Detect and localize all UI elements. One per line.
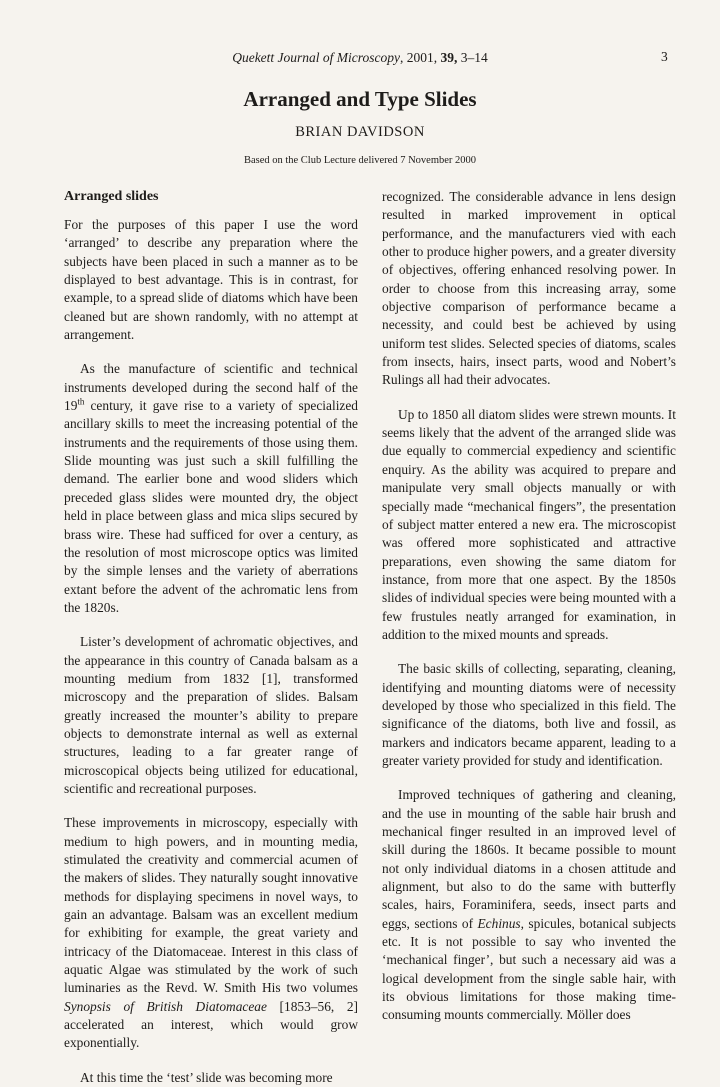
right-column <box>382 188 676 1025</box>
page-number: 3 <box>661 49 668 64</box>
paragraph: Improved techniques of gathering and cleaning, and the use in mounting of the sable hair brush and mechanical finger resulted in an improved level of skill during the 1860s. It became possible to mount not only individual diatoms in a chosen attitude and alignment, but also to do the same with butterfly scales, hairs, Foraminifera, seeds, insect parts and eggs, sections of Echinus, spicules, botanical subjects etc. It is not possible to say who invented the ‘mechanical finger’, but such a necessary aid was a logical development from the single sable hair, with its obvious limitations for those making time-consuming mounts commercially. Möller does <box>382 787 676 1023</box>
paragraph: The basic skills of collecting, separating, cleaning, identifying and mounting diatoms were of necessity developed by those who specialized in this field. The significance of the diatoms, both live and fossil, as markers and indicators became apparent, leading to a greater variety provided for study and identification. <box>382 661 676 768</box>
paragraph: Up to 1850 all diatom slides were strewn mounts. It seems likely that the advent of the arranged slide was due equally to commercial expediency and scientific enquiry. As the ability was acquired to prepare and manipulate very small objects manually or with specially made “mechanical fingers”, the presentation of subject matter entered a new era. The microscopist was offered more sophisticated and attractive preparations, even showing the same diatom for instance, from more that one aspect. By the 1850s slides of individual species were being mounted with a few frustules neatly arranged for examination, in addition to the mixed mounts and spreads. <box>382 406 676 642</box>
section-heading: Arranged slides <box>64 189 159 204</box>
paragraph: Lister’s development of achromatic objectives, and the appearance in this country of Canada balsam as a mounting medium from 1832 [1], transformed microscopy and the preparation of slides. Balsam greatly increased the mounter’s ability to prepare objects to demonstrate internal as well as external structures, leading to a far greater range of microscopical objects being utilized for educational, scientific and recreational purposes. <box>64 634 358 796</box>
journal-pages: 3–14 <box>460 50 488 65</box>
paragraph: For the purposes of this paper I use the word ‘arranged’ to describe any preparation where the subjects have been placed in such a manner as to be displayed to best advantage. This is in contrast, for example, to a spread slide of diatoms which have been cleaned but are shown randomly, with no attempt at arrangement. <box>64 217 358 343</box>
paragraph: As the manufacture of scientific and technical instruments developed during the second half of the 19th century, it gave rise to a variety of specialized ancillary skills to meet the increasing potential of the instruments and the requirements of those using them. Slide mounting was just such a skill fulfilling the demand. The earlier bone and wood sliders which preceded glass slides were mounted dry, the object held in place between glass and mica slips secured by brass wire. These had sufficed for over a century, as the resolution of most microscope optics was limited by the simple lenses and the variety of aberrations extant before the advent of the achromatic lens from the 1820s. <box>64 361 358 615</box>
paragraph: At this time the ‘test’ slide was becoming more <box>80 1069 333 1085</box>
running-head: Quekett Journal of Microscopy, 2001, 39, 3–14 <box>232 50 488 65</box>
lecture-note: Based on the Club Lecture delivered 7 November 2000 <box>243 155 477 166</box>
paragraph: These improvements in microscopy, especially with medium to high powers, and in mounting media, stimulated the creativity and commercial acumen of the makers of slides. They naturally sought innovative methods for displaying specimens in novel ways, to gain an advantage. Balsam was an excellent medium for exhibiting for example, the great variety and intricacy of the Diatomaceae. Interest in this class of aquatic Algae was stimulated by the work of such luminaries as the Revd. W. Smith His two volumes Synopsis of British Diatomaceae [1853–56, 2] accelerated an interest, which would grow exponentially. <box>64 815 358 1051</box>
author-name: BRIAN DAVIDSON <box>295 124 425 140</box>
left-column <box>64 188 358 1087</box>
journal-name: Quekett Journal of Microscopy <box>232 50 401 65</box>
journal-volume: 39, <box>440 50 458 65</box>
paragraph: recognized. The considerable advance in lens design resulted in marked improvement in optical performance, and the manufacturers vied with each other to produce higher powers, and a greater diversity of objectives, offering enhanced resolving power. In order to choose from this increasing array, some objective comparison of performance became a necessity, and could best be achieved by using uniform test slides. Selected species of diatoms, scales from insects, hairs, insect parts, wood and Nobert’s Rulings all had their advocates. <box>382 189 676 388</box>
journal-year: 2001, <box>406 50 438 65</box>
article-title: Arranged and Type Slides <box>243 87 477 111</box>
